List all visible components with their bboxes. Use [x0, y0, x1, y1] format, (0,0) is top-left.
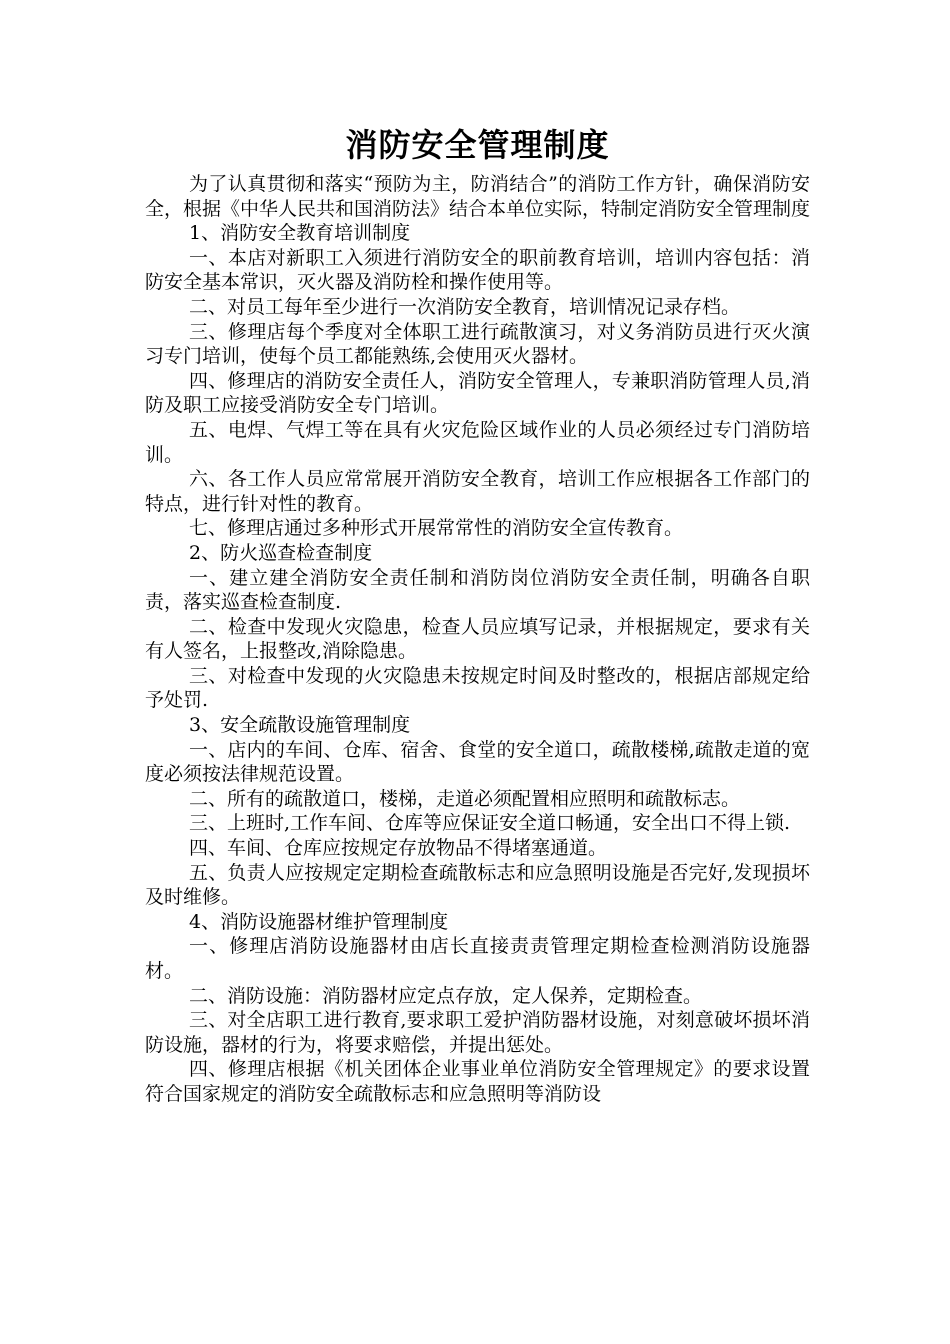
document-page	[145, 120, 810, 1107]
section-heading: 2、防火巡查检查制度	[189, 541, 373, 564]
section-item: 四、修理店根据《机关团体企业事业单位消防安全管理规定》的要求设置符合国家规定的消防安全疏散标志和应急照明等消防设	[145, 1058, 810, 1105]
section-item: 三、对全店职工进行教育,要求职工爱护消防器材设施，对刻意破坏损坏消防设施，器材的行为，将要求赔偿，并提出惩处。	[145, 1009, 810, 1056]
section-item: 四、车间、仓库应按规定存放物品不得堵塞通道。	[189, 837, 608, 860]
section-heading: 4、消防设施器材维护管理制度	[189, 910, 449, 933]
section-heading: 3、安全疏散设施管理制度	[189, 714, 411, 737]
section-item: 二、消防设施：消防器材应定点存放，定人保养，定期检查。	[189, 984, 703, 1007]
section-heading: 1、消防安全教育培训制度	[189, 222, 411, 245]
section-item: 二、检查中发现火灾隐患，检查人员应填写记录，并根据规定，要求有关有人签名，上报整改,消除隐患。	[145, 615, 810, 663]
section-2	[145, 541, 810, 713]
section-item: 三、修理店每个季度对全体职工进行疏散演习，对义务消防员进行灭火演习专门培训，使每个员工都能熟练,会使用灭火器材。	[145, 320, 810, 368]
section-1	[145, 221, 810, 541]
section-item: 三、对检查中发现的火灾隐患未按规定时间及时整改的，根据店部规定给予处罚.	[145, 664, 810, 712]
section-item: 七、修理店通过多种形式开展常常性的消防安全宣传教育。	[189, 517, 684, 540]
intro-paragraph: 为了认真贯彻和落实“预防为主，防消结合”的消防工作方针，确保消防安全，根据《中华人民共和国消防法》结合本单位实际，特制定消防安全管理制度	[145, 173, 811, 220]
section-item: 一、本店对新职工入须进行消防安全的职前教育培训，培训内容包括：消防安全基本常识，灭火器及消防栓和操作使用等。	[145, 246, 810, 294]
section-item: 五、电焊、气焊工等在具有火灾危险区域作业的人员必须经过专门消防培训。	[145, 418, 810, 466]
section-item: 五、负责人应按规定定期检查疏散标志和应急照明设施是否完好,发现损坏及时维修。	[145, 861, 810, 909]
section-3	[145, 713, 810, 910]
section-item: 一、店内的车间、仓库、宿舍、食堂的安全道口，疏散楼梯,疏散走道的宽度必须按法律规范设置。	[145, 738, 810, 786]
section-item: 六、各工作人员应常常展开消防安全教育，培训工作应根据各工作部门的特点，进行针对性的教育。	[145, 468, 810, 515]
section-item: 四、修理店的消防安全责任人，消防安全管理人，专兼职消防管理人员,消防及职工应接受消防安全专门培训。	[145, 369, 810, 417]
section-item: 二、所有的疏散道口，楼梯，走道必须配置相应照明和疏散标志。	[189, 787, 741, 810]
section-item: 二、对员工每年至少进行一次消防安全教育，培训情况记录存档。	[189, 295, 741, 318]
document-title: 消防安全管理制度	[345, 126, 610, 164]
section-item: 三、上班时,工作车间、仓库等应保证安全道口畅通，安全出口不得上锁.	[189, 812, 791, 835]
section-item: 一、建立建全消防安全责任制和消防岗位消防安全责任制，明确各自职责，落实巡查检查制度.	[145, 566, 810, 614]
section-item: 一、修理店消防设施器材由店长直接责责管理定期检查检测消防设施器材。	[145, 935, 810, 982]
section-4	[145, 910, 810, 1107]
